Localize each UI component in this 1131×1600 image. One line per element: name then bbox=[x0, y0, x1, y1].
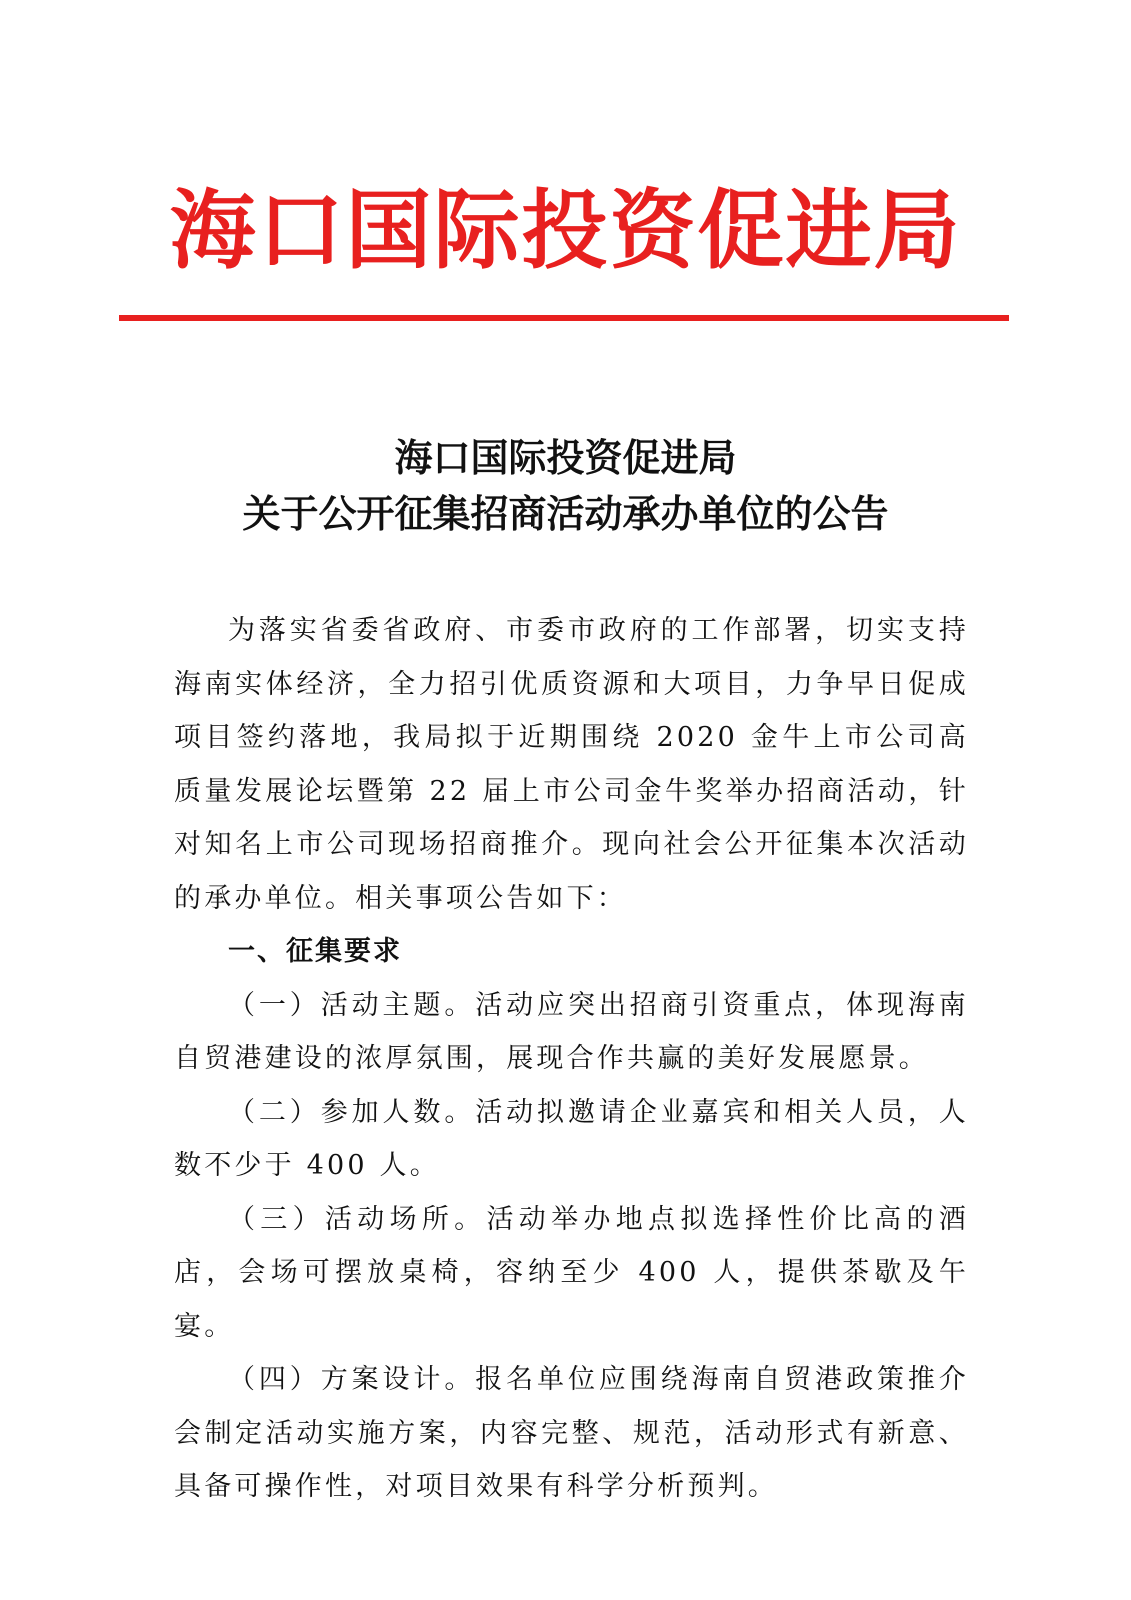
document-body bbox=[174, 604, 969, 1514]
intro-paragraph: 为落实省委省政府、市委市政府的工作部署，切实支持海南实体经济，全力招引优质资源和大项目，力争早日促成项目签约落地，我局拟于近期围绕 2020 金牛上市公司高质量发展论坛暨第 22 届上市公司金牛奖举办招商活动，针对知名上市公司现场招商推介。现向社会公开征集本次活动的承办单位。相关事项公告如下： bbox=[174, 615, 969, 914]
letterhead-red-rule bbox=[119, 315, 1009, 321]
section-heading-requirements: 一、征集要求 bbox=[228, 936, 402, 967]
requirement-item-theme: （一）活动主题。活动应突出招商引资重点，体现海南自贸港建设的浓厚氛围，展现合作共赢的美好发展愿景。 bbox=[174, 989, 969, 1074]
document-title-line-2: 关于公开征集招商活动承办单位的公告 bbox=[242, 491, 889, 536]
document-title-line-1: 海口国际投资促进局 bbox=[394, 435, 737, 480]
requirement-item-venue: （三）活动场所。活动举办地点拟选择性价比高的酒店，会场可摆放桌椅，容纳至少 400 人，提供茶歇及午宴。 bbox=[174, 1203, 969, 1342]
letterhead-org-name: 海口国际投资促进局 bbox=[169, 180, 962, 281]
requirement-item-attendance: （二）参加人数。活动拟邀请企业嘉宾和相关人员，人数不少于 400 人。 bbox=[174, 1096, 969, 1181]
requirement-item-plan: （四）方案设计。报名单位应围绕海南自贸港政策推介会制定活动实施方案，内容完整、规范，活动形式有新意、具备可操作性，对项目效果有科学分析预判。 bbox=[174, 1364, 969, 1502]
